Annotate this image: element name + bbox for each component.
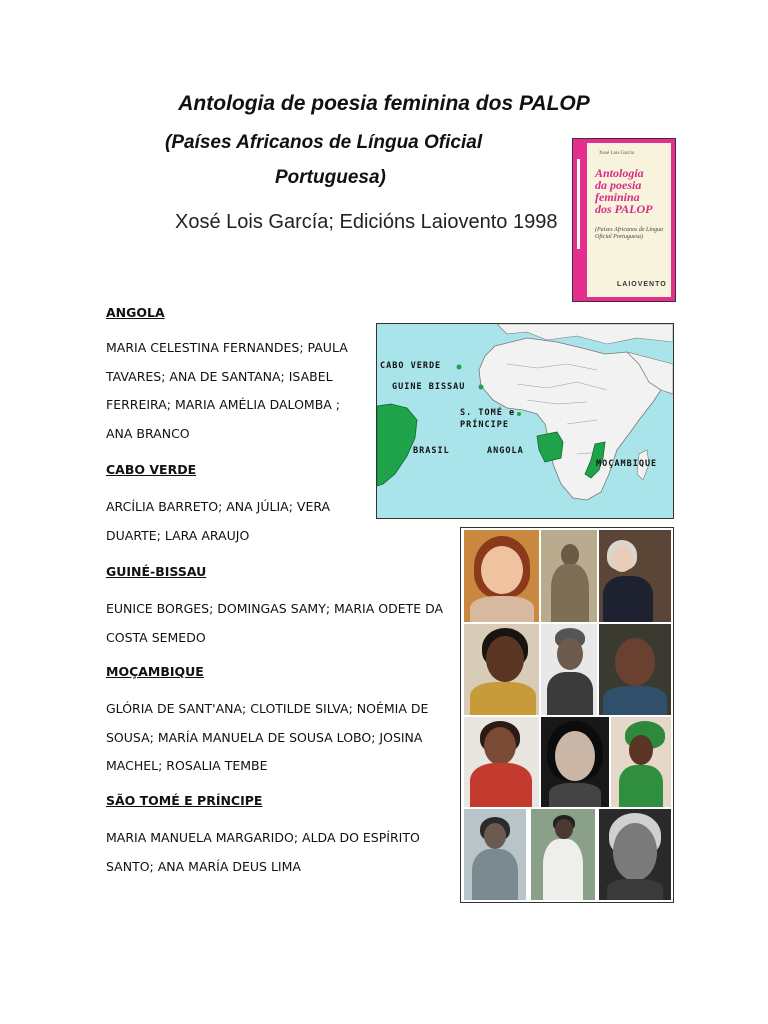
cover-title: Antologia da poesia feminina dos PALOP <box>595 166 653 216</box>
poet-photo <box>464 809 526 900</box>
poets-list <box>106 695 456 781</box>
poets-line: ARCÍLIA BARRETO; ANA JÚLIA; VERA <box>106 499 331 514</box>
poets-line: MACHEL; ROSALIA TEMBE <box>106 758 268 774</box>
document-subtitle-line2: Portuguesa) <box>275 167 386 188</box>
cover-publisher: LAIOVENTO <box>617 281 667 288</box>
country-heading: GUINÉ-BISSAU <box>106 564 207 579</box>
poet-photo <box>599 624 671 715</box>
sao-tome-dot <box>517 412 521 416</box>
poets-line: TAVARES; ANA DE SANTANA; ISABEL <box>106 368 333 384</box>
map-label-sao-tome-2: PRÍNCIPE <box>460 420 509 430</box>
poet-photo <box>541 717 609 807</box>
document-title: Antologia de poesia feminina dos PALOP <box>178 92 590 115</box>
cover-page <box>587 143 671 297</box>
poet-photo <box>599 530 671 622</box>
cover-subtitle: (Países Africanos de Língua Oficial Portuguesa) <box>595 227 664 240</box>
poets-line: MARIA CELESTINA FERNANDES; PAULA <box>106 340 348 355</box>
poet-photo <box>611 717 671 807</box>
palop-map <box>376 323 674 519</box>
cover-author: Xosé Lois García <box>599 151 634 156</box>
map-label-brasil: BRASIL <box>413 446 450 456</box>
poet-photo <box>541 624 597 715</box>
map-label-sao-tome-1: S. TOMÉ e <box>460 408 516 418</box>
brazil-land <box>377 404 417 486</box>
country-heading: CABO VERDE <box>106 462 197 477</box>
section-mocambique <box>106 664 456 781</box>
poets-line: FERREIRA; MARIA AMÉLIA DALOMBA ; <box>106 397 341 413</box>
document-subtitle-line1: (Países Africanos de Língua Oficial <box>165 132 483 153</box>
poet-photo <box>464 624 539 715</box>
angola-land <box>537 432 563 462</box>
poets-line: SANTO; ANA MARÍA DEUS LIMA <box>106 858 301 874</box>
country-heading: SÃO TOMÉ E PRÍNCIPE <box>106 793 263 808</box>
poet-photo <box>464 717 539 807</box>
cover-stripe <box>577 159 580 249</box>
map-label-cabo-verde: CABO VERDE <box>380 361 442 371</box>
country-heading: ANGOLA <box>106 305 165 320</box>
poets-line: COSTA SEMEDO <box>106 629 206 645</box>
book-cover-image <box>572 138 676 302</box>
poets-line: ANA BRANCO <box>106 426 190 442</box>
poets-photo-collage <box>460 527 674 903</box>
map-label-mocambique: MOÇAMBIQUE <box>596 459 658 469</box>
poet-photo <box>531 809 595 900</box>
map-graphic <box>377 324 673 518</box>
poet-photo <box>599 809 671 900</box>
poet-photo <box>464 530 539 622</box>
country-heading: MOÇAMBIQUE <box>106 664 204 679</box>
poets-line: DUARTE; LARA ARAUJO <box>106 527 250 543</box>
section-sao-tome <box>106 793 456 881</box>
poets-list <box>106 824 456 881</box>
africa-land <box>479 338 661 500</box>
poet-photo <box>541 530 597 622</box>
cabo-verde-dot <box>457 365 462 370</box>
poets-line: MARIA MANUELA MARGARIDO; ALDA DO ESPÍRITO <box>106 830 420 845</box>
map-label-guine-bissau: GUINE BISSAU <box>392 382 466 392</box>
map-label-angola: ANGOLA <box>487 446 524 456</box>
poets-line: GLÓRIA DE SANT'ANA; CLOTILDE SILVA; NOÉMIA DE <box>106 701 429 716</box>
poets-line: EUNICE BORGES; DOMINGAS SAMY; MARIA ODETE DA <box>106 601 444 616</box>
poets-list <box>106 595 456 652</box>
section-guine-bissau <box>106 564 456 652</box>
guine-bissau-dot <box>479 385 484 390</box>
poets-line: SOUSA; MARÍA MANUELA DE SOUSA LOBO; JOSINA <box>106 729 423 745</box>
author-publisher-line: Xosé Lois García; Edicións Laiovento 1998 <box>175 211 558 233</box>
